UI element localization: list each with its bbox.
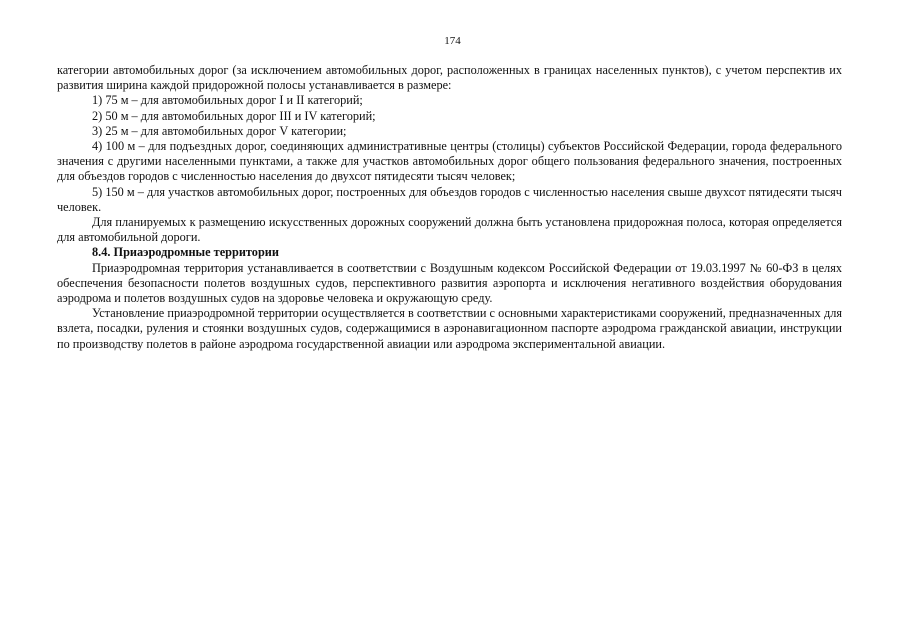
list-item-1: 1) 75 м – для автомобильных дорог I и II категорий; xyxy=(92,93,363,108)
page-number: 174 xyxy=(444,35,461,47)
list-item-3: 3) 25 м – для автомобильных дорог V категории; xyxy=(92,123,347,138)
document-body xyxy=(57,63,842,352)
list-item-2: 2) 50 м – для автомобильных дорог III и IV категорий; xyxy=(92,108,376,123)
section-heading: 8.4. Приаэродромные территории xyxy=(92,245,279,260)
airfield-paragraph-1: Приаэродромная территория устанавливается в соответствии с Воздушным кодексом Российской Федерации от 19.03.1997 № 60-ФЗ в целях обеспечения безопасности полетов воздушных судов, перспективного развития аэропорта и исключения негативного воздействия оборудования аэродрома и полетов воздушных судов на здоровье человека и окружающую среду. xyxy=(57,260,842,306)
structures-paragraph: Для планируемых к размещению искусственных дорожных сооружений должна быть установлена придорожная полоса, которая определяется для автомобильной дороги. xyxy=(57,215,842,245)
intro-paragraph: категории автомобильных дорог (за исключением автомобильных дорог, расположенных в границах населенных пунктов), с учетом перспектив их развития ширина каждой придорожной полосы устанавливается в размере: xyxy=(57,63,842,93)
list-item-5: 5) 150 м – для участков автомобильных дорог, построенных для объездов городов с численностью населения свыше двухсот пятидесяти тысяч человек. xyxy=(57,184,842,214)
list-item-4: 4) 100 м – для подъездных дорог, соединяющих административные центры (столицы) субъектов Российской Федерации, города федерального значения с другими населенными пунктами, а также для участков автомобильных дорог общего пользования федерального значения, построенных для объездов городов с численностью населения до двухсот пятидесяти тысяч человек; xyxy=(57,139,842,184)
airfield-paragraph-2: Установление приаэродромной территории осуществляется в соответствии с основными характеристиками сооружений, предназначенных для взлета, посадки, руления и стоянки воздушных судов, содержащимися в аэронавигационном паспорте аэродрома гражданской авиации, инструкции по производству полетов в районе аэродрома государственной авиации или аэродрома экспериментальной авиации. xyxy=(57,306,842,351)
